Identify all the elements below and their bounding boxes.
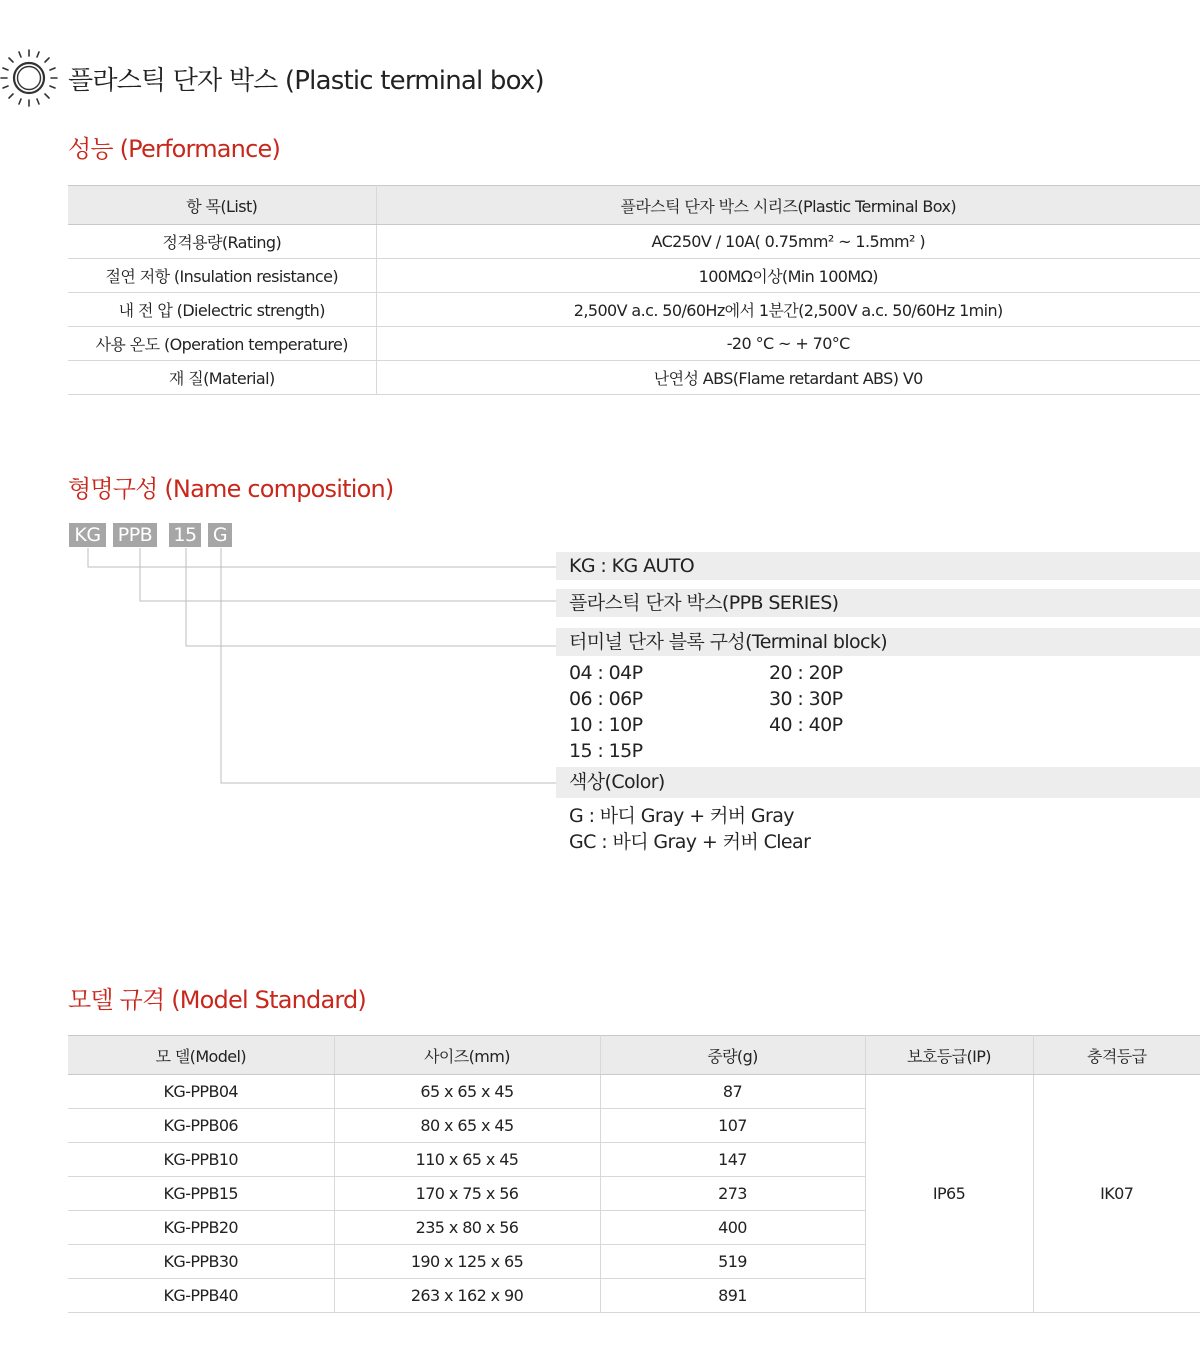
terminal-list-right xyxy=(769,660,843,738)
model-header-impact: 충격등급 xyxy=(1033,1036,1200,1075)
code-15: 15 xyxy=(169,523,201,547)
model-size: 190 x 125 x 65 xyxy=(334,1245,600,1279)
model-section-title: 모델 규격 (Model Standard) xyxy=(68,986,366,1014)
list-item: 06 : 06P xyxy=(569,688,643,710)
model-size: 235 x 80 x 56 xyxy=(334,1211,600,1245)
model-weight: 400 xyxy=(600,1211,865,1245)
performance-value: 난연성 ABS(Flame retardant ABS) V0 xyxy=(376,361,1200,395)
performance-header-list: 항 목(List) xyxy=(68,186,376,225)
model-header-weight: 중량(g) xyxy=(600,1036,865,1075)
model-name: KG-PPB20 xyxy=(68,1211,334,1245)
table-row xyxy=(68,1075,1200,1109)
performance-value: 100MΩ이상(Min 100MΩ) xyxy=(376,259,1200,293)
model-name: KG-PPB30 xyxy=(68,1245,334,1279)
color-list xyxy=(569,803,810,855)
list-item: 30 : 30P xyxy=(769,688,843,710)
model-weight: 891 xyxy=(600,1279,865,1313)
performance-value: AC250V / 10A( 0.75mm² ~ 1.5mm² ) xyxy=(376,225,1200,259)
model-header-ip: 보호등급(IP) xyxy=(865,1036,1033,1075)
table-row xyxy=(68,327,1200,361)
model-weight: 147 xyxy=(600,1143,865,1177)
performance-table xyxy=(68,185,1200,395)
code-ppb: PPB xyxy=(113,523,157,547)
list-item: G : 바디 Gray + 커버 Gray xyxy=(569,805,794,827)
list-item: 15 : 15P xyxy=(569,740,643,762)
list-item: 10 : 10P xyxy=(569,714,643,736)
model-size: 170 x 75 x 56 xyxy=(334,1177,600,1211)
sun-emblem-icon xyxy=(0,48,58,108)
performance-section-title: 성능 (Performance) xyxy=(68,135,281,163)
performance-item: 내 전 압 (Dielectric strength) xyxy=(68,293,376,327)
table-row xyxy=(68,293,1200,327)
list-item: 40 : 40P xyxy=(769,714,843,736)
performance-item: 절연 저항 (Insulation resistance) xyxy=(68,259,376,293)
model-size: 263 x 162 x 90 xyxy=(334,1279,600,1313)
model-name: KG-PPB40 xyxy=(68,1279,334,1313)
code-kg: KG xyxy=(69,523,106,547)
table-row xyxy=(68,361,1200,395)
model-weight: 519 xyxy=(600,1245,865,1279)
model-header-row xyxy=(68,1036,1200,1075)
code-g: G xyxy=(208,523,232,547)
model-name: KG-PPB06 xyxy=(68,1109,334,1143)
performance-item: 정격용량(Rating) xyxy=(68,225,376,259)
brand-band: KG : KG AUTO xyxy=(556,552,1200,580)
list-item: 20 : 20P xyxy=(769,662,843,684)
list-item: 04 : 04P xyxy=(569,662,643,684)
performance-value: -20 °C ~ + 70°C xyxy=(376,327,1200,361)
performance-header-row xyxy=(68,186,1200,225)
performance-header-series: 플라스틱 단자 박스 시리즈(Plastic Terminal Box) xyxy=(376,186,1200,225)
model-weight: 273 xyxy=(600,1177,865,1211)
performance-item: 재 질(Material) xyxy=(68,361,376,395)
model-header-model: 모 델(Model) xyxy=(68,1036,334,1075)
impact-rating: IK07 xyxy=(1033,1075,1200,1313)
table-row xyxy=(68,225,1200,259)
performance-item: 사용 온도 (Operation temperature) xyxy=(68,327,376,361)
table-row xyxy=(68,259,1200,293)
performance-value: 2,500V a.c. 50/60Hz에서 1분간(2,500V a.c. 50/60Hz 1min) xyxy=(376,293,1200,327)
list-item: GC : 바디 Gray + 커버 Clear xyxy=(569,831,811,853)
model-weight: 107 xyxy=(600,1109,865,1143)
model-name: KG-PPB15 xyxy=(68,1177,334,1211)
model-size: 110 x 65 x 45 xyxy=(334,1143,600,1177)
terminal-list-left xyxy=(569,660,643,764)
composition-section-title: 형명구성 (Name composition) xyxy=(68,475,394,503)
model-table xyxy=(68,1035,1200,1313)
model-header-size: 사이즈(mm) xyxy=(334,1036,600,1075)
series-band: 플라스틱 단자 박스(PPB SERIES) xyxy=(556,589,1200,617)
model-size: 80 x 65 x 45 xyxy=(334,1109,600,1143)
model-name: KG-PPB04 xyxy=(68,1075,334,1109)
model-size: 65 x 65 x 45 xyxy=(334,1075,600,1109)
terminal-band: 터미널 단자 블록 구성(Terminal block) xyxy=(556,628,1200,656)
ip-rating: IP65 xyxy=(865,1075,1033,1313)
model-name: KG-PPB10 xyxy=(68,1143,334,1177)
color-band: 색상(Color) xyxy=(556,767,1200,798)
model-weight: 87 xyxy=(600,1075,865,1109)
page-title: 플라스틱 단자 박스 (Plastic terminal box) xyxy=(68,66,544,96)
